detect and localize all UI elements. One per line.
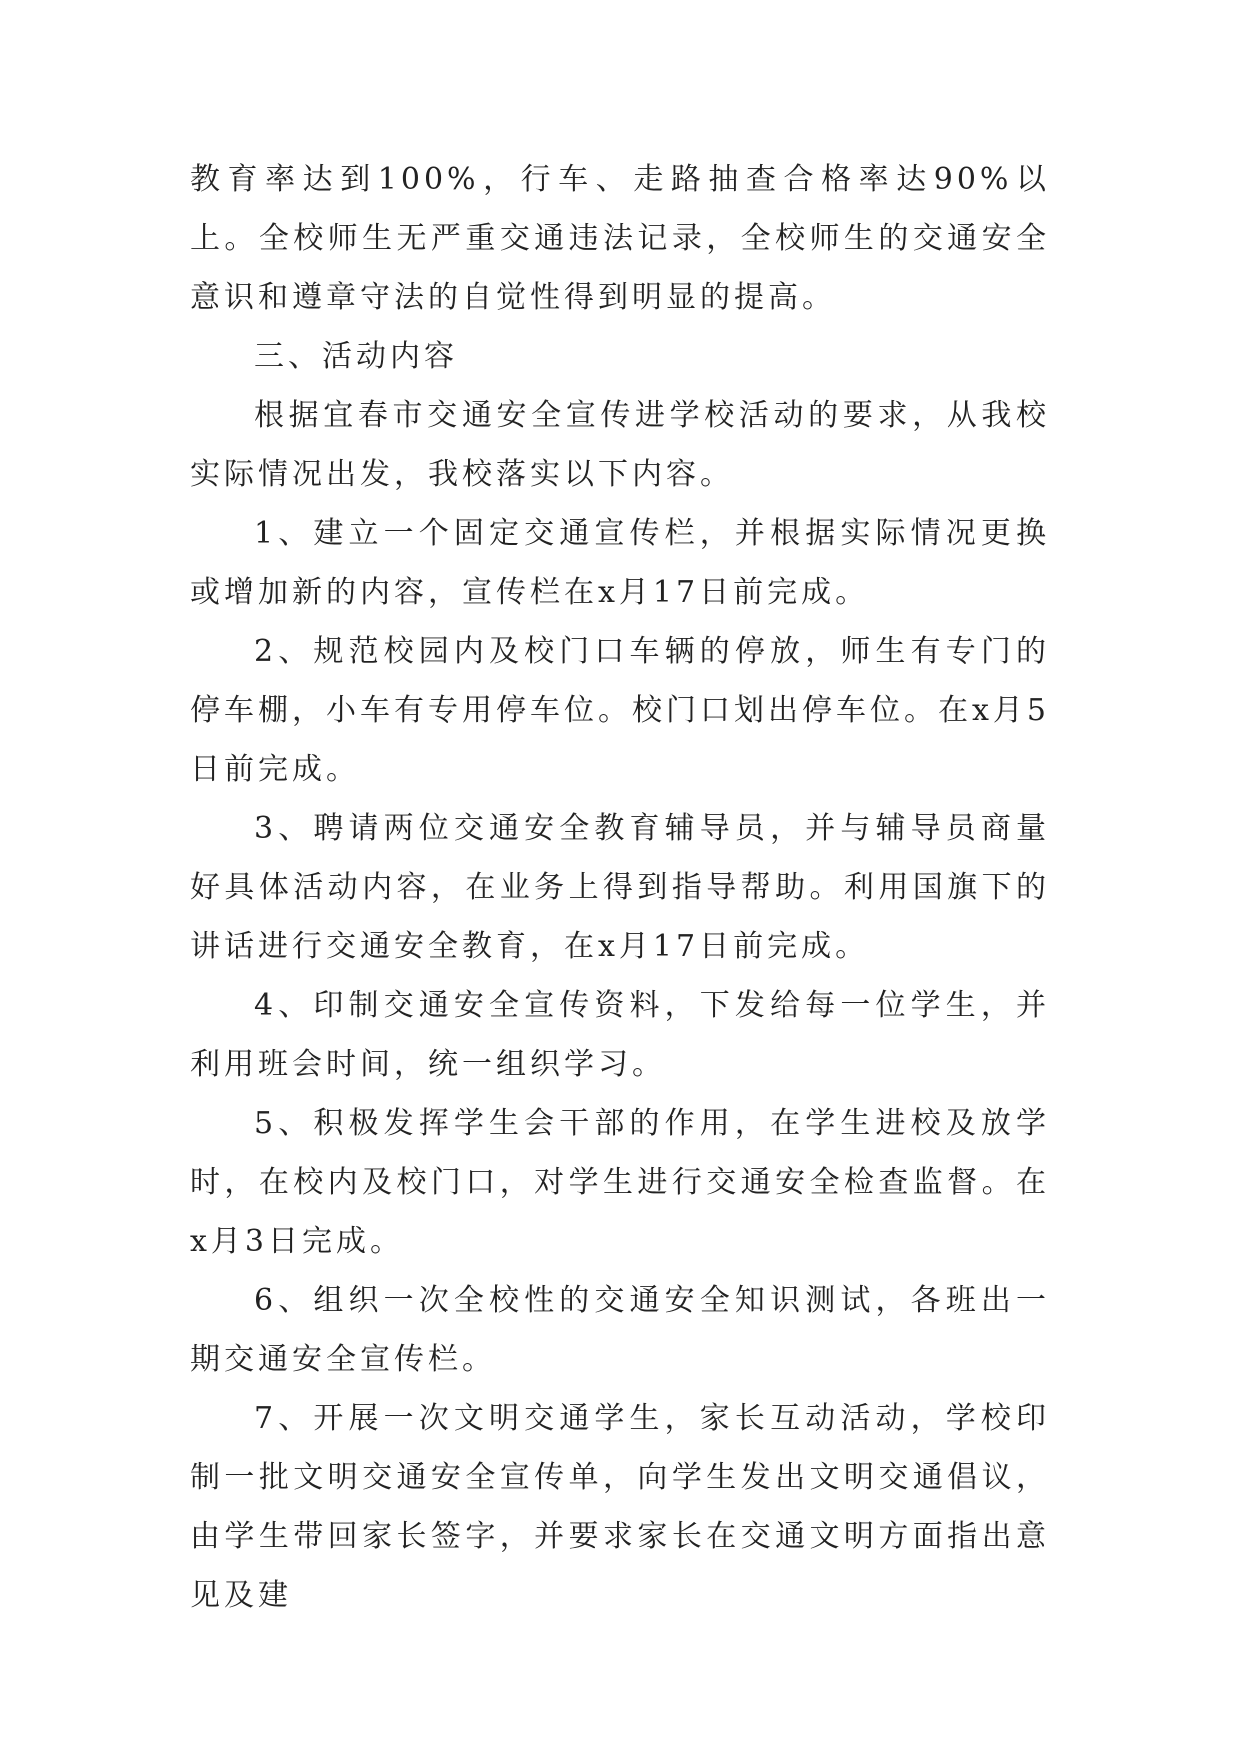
paragraph-goal-continuation: 教育率达到100%，行车、走路抽查合格率达90%以上。全校师生无严重交通违法记录，全校师生的交通安全意识和遵章守法的自觉性得到明显的提高。	[190, 162, 1050, 315]
paragraph-intro: 根据宜春市交通安全宣传进学校活动的要求，从我校实际情况出发，我校落实以下内容。	[190, 398, 1050, 492]
list-item-5: 5、积极发挥学生会干部的作用，在学生进校及放学时，在校内及校门口，对学生进行交通安全检查监督。在x月3日完成。	[190, 1106, 1050, 1259]
section-heading-activity-content: 三、活动内容	[254, 339, 458, 374]
list-item-3: 3、聘请两位交通安全教育辅导员，并与辅导员商量好具体活动内容，在业务上得到指导帮助。利用国旗下的讲话进行交通安全教育，在x月17日前完成。	[190, 811, 1050, 964]
list-item-6: 6、组织一次全校性的交通安全知识测试，各班出一期交通安全宣传栏。	[190, 1283, 1050, 1377]
list-item-1: 1、建立一个固定交通宣传栏，并根据实际情况更换或增加新的内容，宣传栏在x月17日前完成。	[190, 516, 1050, 610]
document-body	[190, 150, 1050, 1625]
list-item-4: 4、印制交通安全宣传资料，下发给每一位学生，并利用班会时间，统一组织学习。	[190, 988, 1050, 1082]
list-item-7: 7、开展一次文明交通学生，家长互动活动，学校印制一批文明交通安全宣传单，向学生发出文明交通倡议，由学生带回家长签字，并要求家长在交通文明方面指出意见及建	[190, 1401, 1050, 1613]
list-item-2: 2、规范校园内及校门口车辆的停放，师生有专门的停车棚，小车有专用停车位。校门口划出停车位。在x月5日前完成。	[190, 634, 1051, 787]
